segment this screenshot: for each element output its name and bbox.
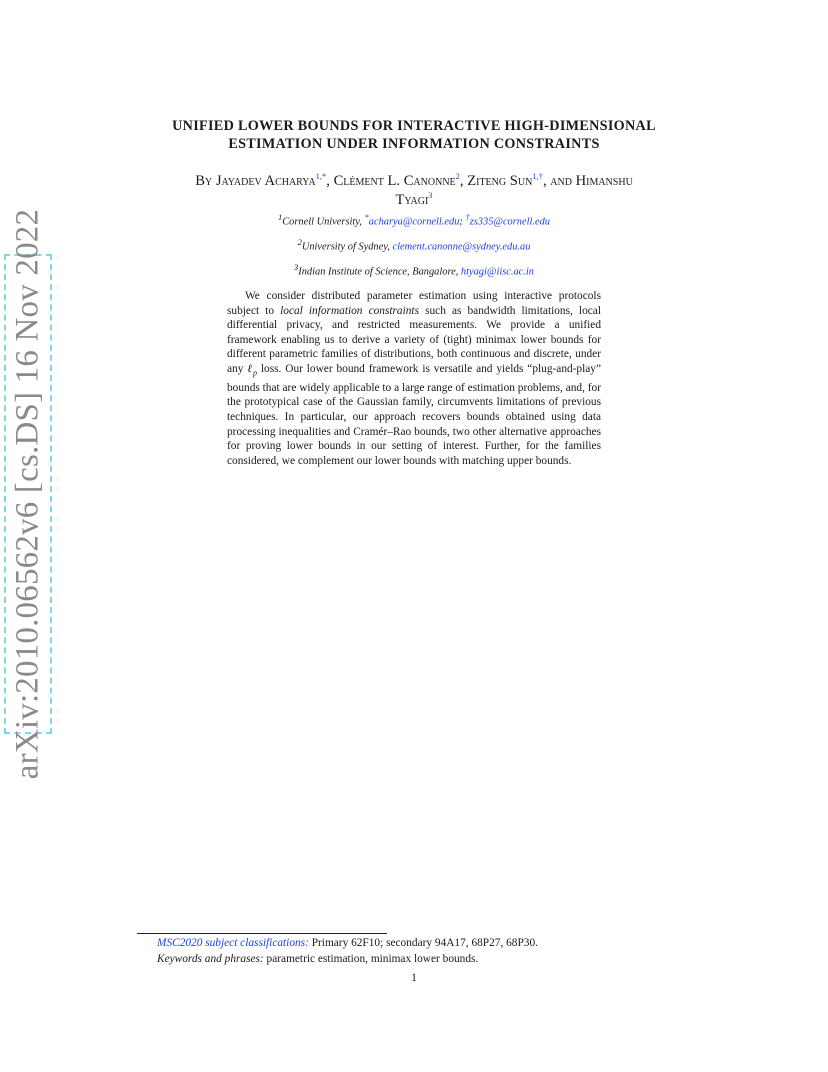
- author-separator: ,: [459, 172, 468, 189]
- abstract-text-3: loss. Our lower bound framework is versatile and yields “plug-and-play” bounds that are widely applicable to a large range of estimation problems, and, for the prototypical case of the Gaussian family, circumvents limitations of previous techniques. In particular, our approach recovers bounds obtained using data processing inequalities and Cramér–Rao bounds, two other alternative approaches for proving lower bounds in our setting of interest. Further, for the families considered, we complement our lower bounds with matching upper bounds.: [227, 362, 602, 467]
- footnote-rule: [137, 933, 387, 934]
- keywords-value: parametric estimation, minimax lower bounds.: [263, 953, 479, 965]
- abstract-text-2: such as bandwidth limitations, local differential privacy, and restricted measurements. We provide a unified framework enabling us to derive a variety of (tight) minimax lower bounds for different parametric families of distributions, both continuous and discrete, under any: [227, 304, 601, 375]
- keywords-label: Keywords and phrases:: [157, 953, 264, 965]
- arxiv-watermark: [4, 208, 52, 780]
- by-label: By: [195, 172, 216, 189]
- arxiv-stamp-text: arXiv:2010.06562v6 [cs.DS] 16 Nov 2022: [9, 208, 46, 780]
- abstract-paragraph: [227, 289, 601, 468]
- author-acharya-mark[interactable]: 1,*: [315, 171, 327, 181]
- author-separator: , and: [542, 172, 576, 189]
- affiliation-2-name: University of Sydney,: [301, 241, 393, 253]
- msc-value: Primary 62F10; secondary 94A17, 68P27, 68P30.: [308, 937, 538, 949]
- paper-title-line1: UNIFIED LOWER BOUNDS FOR INTERACTIVE HIGH-DIMENSIONAL: [172, 118, 656, 134]
- email-link-acharya[interactable]: acharya@cornell.edu: [368, 216, 460, 228]
- math-ell: ℓ: [247, 362, 254, 375]
- email-link-tyagi[interactable]: htyagi@iisc.ac.in: [460, 266, 534, 278]
- author-canonne: Clément L. Canonne: [333, 172, 456, 189]
- affiliation-1-separator: ;: [459, 216, 466, 228]
- author-tyagi-first: Himanshu: [575, 172, 633, 189]
- footnote-keywords: [157, 953, 478, 965]
- affiliation-3: [0, 262, 828, 277]
- affiliation-3-number: 3: [294, 262, 299, 272]
- affiliation-2-number: 2: [297, 237, 302, 247]
- affiliation-2: [0, 237, 828, 252]
- author-tyagi-last: Tyagi: [395, 191, 429, 208]
- affiliation-3-name: Indian Institute of Science, Bangalore,: [298, 266, 461, 278]
- msc-link[interactable]: MSC2020 subject classifications:: [157, 937, 309, 949]
- email-mark-1: *: [364, 212, 369, 222]
- author-separator: ,: [326, 172, 334, 189]
- email-link-canonne[interactable]: clement.canonne@sydney.edu.au: [392, 241, 531, 253]
- footnote-msc: [157, 937, 538, 949]
- email-link-sun[interactable]: zs335@cornell.edu: [469, 216, 550, 228]
- abstract: [227, 289, 601, 468]
- paper-title-line2: ESTIMATION UNDER INFORMATION CONSTRAINTS: [228, 136, 600, 152]
- abstract-emphasis: local information constraints: [280, 304, 419, 317]
- abstract-text-1: We consider distributed parameter estimation using interactive protocols subject to: [227, 290, 601, 317]
- page-number: 1: [411, 970, 417, 984]
- math-p-subscript: p: [253, 368, 258, 378]
- affiliation-1-name: Cornell University,: [282, 216, 365, 228]
- author-sun: Ziteng Sun: [467, 172, 533, 189]
- affiliation-1: [0, 212, 828, 227]
- email-mark-2: †: [465, 212, 470, 222]
- affiliation-1-number: 1: [278, 212, 283, 222]
- author-canonne-mark[interactable]: 2: [455, 171, 460, 181]
- author-acharya: Jayadev Acharya: [215, 172, 316, 189]
- author-line2: [0, 186, 828, 210]
- author-sun-mark[interactable]: 1,†: [532, 171, 543, 181]
- author-tyagi-mark[interactable]: 3: [428, 190, 433, 200]
